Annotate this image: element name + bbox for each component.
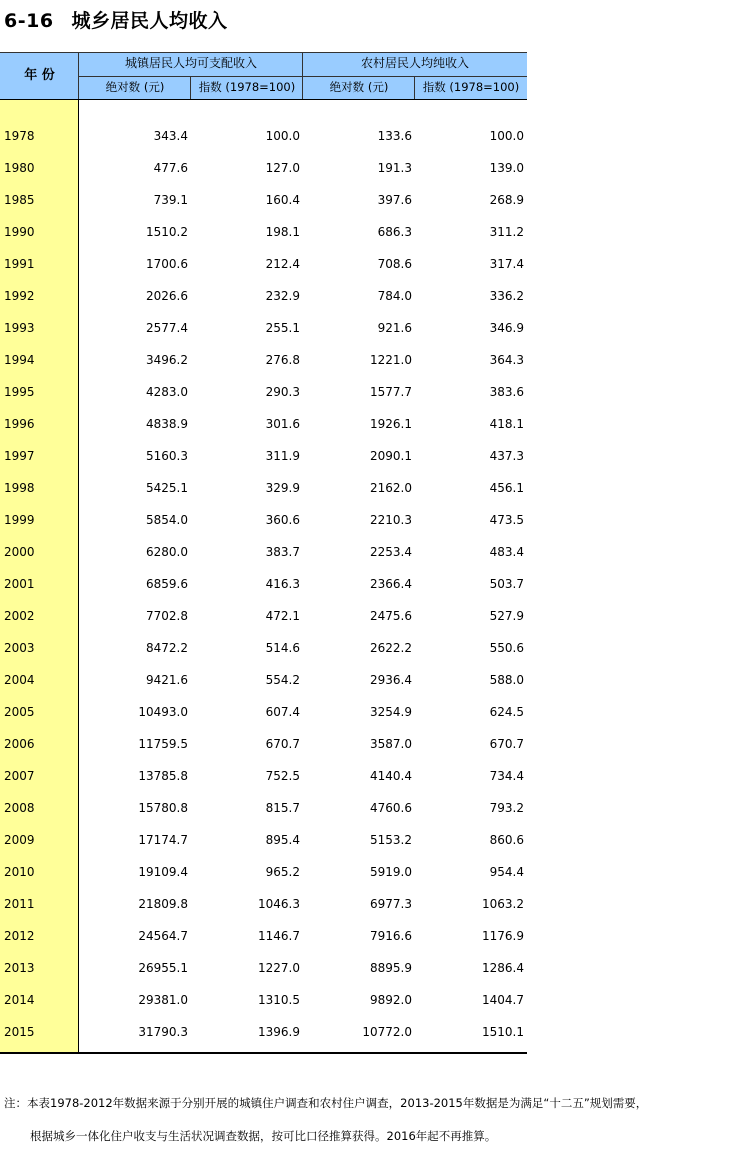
rural-index-cell: 346.9 bbox=[489, 321, 524, 335]
urban-absolute-cell: 24564.7 bbox=[138, 929, 188, 943]
urban-absolute-cell: 13785.8 bbox=[138, 769, 188, 783]
rural-group-header: 农村居民人均纯收入 bbox=[360, 56, 469, 70]
table-row bbox=[0, 120, 527, 152]
urban-absolute-cell: 739.1 bbox=[153, 193, 188, 207]
rural-index-cell: 527.9 bbox=[489, 609, 524, 623]
urban-index-cell: 472.1 bbox=[265, 609, 300, 623]
year-cell: 1978 bbox=[4, 129, 35, 143]
table-row bbox=[0, 664, 527, 696]
rural-absolute-cell: 5919.0 bbox=[370, 865, 412, 879]
rural-index-cell: 336.2 bbox=[489, 289, 524, 303]
year-cell: 2006 bbox=[4, 737, 35, 751]
urban-absolute-cell: 1700.6 bbox=[146, 257, 188, 271]
year-cell: 1991 bbox=[4, 257, 35, 271]
rural-index-cell: 1404.7 bbox=[482, 993, 524, 1007]
table-title bbox=[4, 6, 228, 33]
rural-absolute-cell: 8895.9 bbox=[370, 961, 412, 975]
urban-index-cell: 100.0 bbox=[265, 129, 300, 143]
rural-index-cell: 734.4 bbox=[489, 769, 524, 783]
footnote-line-1: 注：本表1978-2012年数据来源于分别开展的城镇住户调查和农村住户调查，2013-2015年数据是为满足“十二五”规划需要， bbox=[4, 1096, 648, 1110]
urban-index-cell: 329.9 bbox=[265, 481, 300, 495]
table-row bbox=[0, 408, 527, 440]
table-row bbox=[0, 344, 527, 376]
year-cell: 1992 bbox=[4, 289, 35, 303]
table-bottom-rule bbox=[0, 1052, 527, 1054]
rural-absolute-cell: 2210.3 bbox=[370, 513, 412, 527]
rural-absolute-cell: 2090.1 bbox=[370, 449, 412, 463]
rural-index-cell: 100.0 bbox=[489, 129, 524, 143]
urban-absolute-cell: 2026.6 bbox=[146, 289, 188, 303]
urban-group-header: 城镇居民人均可支配收入 bbox=[124, 56, 257, 70]
table-row bbox=[0, 152, 527, 184]
year-cell: 2009 bbox=[4, 833, 35, 847]
urban-index-cell: 554.2 bbox=[265, 673, 300, 687]
rural-absolute-cell: 1577.7 bbox=[370, 385, 412, 399]
urban-index-header: 指数 (1978=100) bbox=[198, 80, 296, 94]
table-row bbox=[0, 888, 527, 920]
urban-absolute-cell: 11759.5 bbox=[138, 737, 188, 751]
urban-absolute-cell: 6280.0 bbox=[146, 545, 188, 559]
urban-absolute-cell: 29381.0 bbox=[138, 993, 188, 1007]
urban-index-cell: 290.3 bbox=[265, 385, 300, 399]
year-cell: 2014 bbox=[4, 993, 35, 1007]
rural-absolute-cell: 3587.0 bbox=[370, 737, 412, 751]
table-row bbox=[0, 472, 527, 504]
income-table bbox=[0, 52, 527, 1054]
rural-index-cell: 793.2 bbox=[489, 801, 524, 815]
table-row bbox=[0, 632, 527, 664]
footnote-line-2: 根据城乡一体化住户收支与生活状况调查数据，按可比口径推算获得。2016年起不再推算。 bbox=[30, 1129, 497, 1143]
urban-index-cell: 1396.9 bbox=[258, 1025, 300, 1039]
urban-index-cell: 670.7 bbox=[265, 737, 300, 751]
rural-absolute-cell: 7916.6 bbox=[370, 929, 412, 943]
year-cell: 1990 bbox=[4, 225, 35, 239]
table-row bbox=[0, 728, 527, 760]
table-row bbox=[0, 856, 527, 888]
urban-absolute-header: 绝对数 (元) bbox=[105, 80, 165, 94]
urban-absolute-cell: 5160.3 bbox=[146, 449, 188, 463]
table-row bbox=[0, 312, 527, 344]
urban-index-cell: 383.7 bbox=[265, 545, 300, 559]
table-row bbox=[0, 696, 527, 728]
header-divider bbox=[414, 76, 415, 100]
year-cell: 1985 bbox=[4, 193, 35, 207]
urban-index-cell: 127.0 bbox=[265, 161, 300, 175]
rural-index-cell: 954.4 bbox=[489, 865, 524, 879]
table-row bbox=[0, 504, 527, 536]
rural-absolute-cell: 4140.4 bbox=[370, 769, 412, 783]
rural-absolute-cell: 397.6 bbox=[377, 193, 412, 207]
rural-index-cell: 503.7 bbox=[489, 577, 524, 591]
urban-index-cell: 311.9 bbox=[265, 449, 300, 463]
urban-index-cell: 212.4 bbox=[265, 257, 300, 271]
year-cell: 2003 bbox=[4, 641, 35, 655]
table-row bbox=[0, 440, 527, 472]
table-row bbox=[0, 984, 527, 1016]
rural-index-cell: 588.0 bbox=[489, 673, 524, 687]
rural-index-cell: 1286.4 bbox=[482, 961, 524, 975]
table-row bbox=[0, 536, 527, 568]
year-cell: 2007 bbox=[4, 769, 35, 783]
header-top-rule bbox=[0, 52, 527, 53]
rural-index-cell: 456.1 bbox=[489, 481, 524, 495]
rural-absolute-cell: 4760.6 bbox=[370, 801, 412, 815]
rural-index-cell: 624.5 bbox=[489, 705, 524, 719]
urban-index-cell: 752.5 bbox=[265, 769, 300, 783]
rural-index-header: 指数 (1978=100) bbox=[422, 80, 520, 94]
urban-index-cell: 514.6 bbox=[265, 641, 300, 655]
rural-absolute-cell: 921.6 bbox=[377, 321, 412, 335]
rural-absolute-cell: 1926.1 bbox=[370, 417, 412, 431]
rural-absolute-header: 绝对数 (元) bbox=[329, 80, 389, 94]
year-cell: 2008 bbox=[4, 801, 35, 815]
year-cell: 1998 bbox=[4, 481, 35, 495]
rural-index-cell: 364.3 bbox=[489, 353, 524, 367]
rural-absolute-cell: 6977.3 bbox=[370, 897, 412, 911]
rural-absolute-cell: 784.0 bbox=[377, 289, 412, 303]
rural-absolute-cell: 9892.0 bbox=[370, 993, 412, 1007]
urban-index-cell: 360.6 bbox=[265, 513, 300, 527]
year-column-header: 年 份 bbox=[24, 68, 55, 83]
year-cell: 2010 bbox=[4, 865, 35, 879]
rural-index-cell: 483.4 bbox=[489, 545, 524, 559]
table-row bbox=[0, 600, 527, 632]
rural-index-cell: 317.4 bbox=[489, 257, 524, 271]
urban-absolute-cell: 17174.7 bbox=[138, 833, 188, 847]
year-cell: 1996 bbox=[4, 417, 35, 431]
year-cell: 2001 bbox=[4, 577, 35, 591]
urban-index-cell: 815.7 bbox=[265, 801, 300, 815]
table-row bbox=[0, 952, 527, 984]
table-row bbox=[0, 824, 527, 856]
year-cell: 1997 bbox=[4, 449, 35, 463]
rural-index-cell: 383.6 bbox=[489, 385, 524, 399]
urban-absolute-cell: 343.4 bbox=[153, 129, 188, 143]
year-cell: 1993 bbox=[4, 321, 35, 335]
rural-index-cell: 1176.9 bbox=[482, 929, 524, 943]
table-row bbox=[0, 280, 527, 312]
table-number: 6-16 bbox=[4, 10, 54, 32]
urban-index-cell: 895.4 bbox=[265, 833, 300, 847]
table-row bbox=[0, 248, 527, 280]
table-row bbox=[0, 376, 527, 408]
rural-absolute-cell: 2162.0 bbox=[370, 481, 412, 495]
rural-absolute-cell: 686.3 bbox=[377, 225, 412, 239]
rural-absolute-cell: 1221.0 bbox=[370, 353, 412, 367]
urban-absolute-cell: 10493.0 bbox=[138, 705, 188, 719]
rural-absolute-cell: 5153.2 bbox=[370, 833, 412, 847]
header-divider bbox=[79, 76, 527, 77]
urban-absolute-cell: 26955.1 bbox=[138, 961, 188, 975]
rural-index-cell: 670.7 bbox=[489, 737, 524, 751]
urban-index-cell: 1227.0 bbox=[258, 961, 300, 975]
urban-absolute-cell: 4283.0 bbox=[146, 385, 188, 399]
table-row bbox=[0, 216, 527, 248]
rural-absolute-cell: 2936.4 bbox=[370, 673, 412, 687]
rural-absolute-cell: 2622.2 bbox=[370, 641, 412, 655]
rural-absolute-cell: 2475.6 bbox=[370, 609, 412, 623]
table-body bbox=[0, 100, 527, 1054]
rural-index-cell: 1063.2 bbox=[482, 897, 524, 911]
rural-index-cell: 437.3 bbox=[489, 449, 524, 463]
rural-index-cell: 473.5 bbox=[489, 513, 524, 527]
year-cell: 2002 bbox=[4, 609, 35, 623]
year-cell: 2005 bbox=[4, 705, 35, 719]
rural-absolute-cell: 10772.0 bbox=[362, 1025, 412, 1039]
year-cell: 1980 bbox=[4, 161, 35, 175]
urban-index-cell: 1046.3 bbox=[258, 897, 300, 911]
year-cell: 2000 bbox=[4, 545, 35, 559]
table-row bbox=[0, 1016, 527, 1048]
urban-absolute-cell: 2577.4 bbox=[146, 321, 188, 335]
table-row bbox=[0, 568, 527, 600]
rural-index-cell: 1510.1 bbox=[482, 1025, 524, 1039]
rural-absolute-cell: 3254.9 bbox=[370, 705, 412, 719]
urban-absolute-cell: 7702.8 bbox=[146, 609, 188, 623]
rural-absolute-cell: 191.3 bbox=[377, 161, 412, 175]
urban-index-cell: 255.1 bbox=[265, 321, 300, 335]
year-cell: 1999 bbox=[4, 513, 35, 527]
urban-index-cell: 607.4 bbox=[265, 705, 300, 719]
rural-absolute-cell: 133.6 bbox=[377, 129, 412, 143]
urban-index-cell: 965.2 bbox=[265, 865, 300, 879]
year-cell: 2011 bbox=[4, 897, 35, 911]
header-divider bbox=[190, 76, 191, 100]
year-cell: 2013 bbox=[4, 961, 35, 975]
table-row bbox=[0, 184, 527, 216]
urban-absolute-cell: 3496.2 bbox=[146, 353, 188, 367]
urban-absolute-cell: 477.6 bbox=[153, 161, 188, 175]
table-header bbox=[0, 52, 527, 100]
table-title-text: 城乡居民人均收入 bbox=[71, 10, 228, 32]
year-cell: 2004 bbox=[4, 673, 35, 687]
urban-index-cell: 301.6 bbox=[265, 417, 300, 431]
urban-index-cell: 198.1 bbox=[265, 225, 300, 239]
urban-index-cell: 276.8 bbox=[265, 353, 300, 367]
year-cell: 1994 bbox=[4, 353, 35, 367]
urban-absolute-cell: 8472.2 bbox=[146, 641, 188, 655]
urban-absolute-cell: 19109.4 bbox=[138, 865, 188, 879]
rural-index-cell: 418.1 bbox=[489, 417, 524, 431]
year-cell: 2012 bbox=[4, 929, 35, 943]
rural-index-cell: 268.9 bbox=[489, 193, 524, 207]
urban-absolute-cell: 15780.8 bbox=[138, 801, 188, 815]
urban-absolute-cell: 5425.1 bbox=[146, 481, 188, 495]
table-row bbox=[0, 920, 527, 952]
urban-absolute-cell: 21809.8 bbox=[138, 897, 188, 911]
urban-index-cell: 1146.7 bbox=[258, 929, 300, 943]
urban-absolute-cell: 9421.6 bbox=[146, 673, 188, 687]
urban-index-cell: 416.3 bbox=[265, 577, 300, 591]
rural-index-cell: 550.6 bbox=[489, 641, 524, 655]
urban-absolute-cell: 31790.3 bbox=[138, 1025, 188, 1039]
urban-index-cell: 1310.5 bbox=[258, 993, 300, 1007]
table-row bbox=[0, 760, 527, 792]
year-cell: 1995 bbox=[4, 385, 35, 399]
rural-index-cell: 139.0 bbox=[489, 161, 524, 175]
urban-index-cell: 232.9 bbox=[265, 289, 300, 303]
rural-absolute-cell: 708.6 bbox=[377, 257, 412, 271]
rural-index-cell: 311.2 bbox=[489, 225, 524, 239]
urban-absolute-cell: 6859.6 bbox=[146, 577, 188, 591]
urban-absolute-cell: 4838.9 bbox=[146, 417, 188, 431]
year-cell: 2015 bbox=[4, 1025, 35, 1039]
urban-index-cell: 160.4 bbox=[265, 193, 300, 207]
table-row bbox=[0, 792, 527, 824]
rural-index-cell: 860.6 bbox=[489, 833, 524, 847]
rural-absolute-cell: 2366.4 bbox=[370, 577, 412, 591]
urban-absolute-cell: 5854.0 bbox=[146, 513, 188, 527]
urban-absolute-cell: 1510.2 bbox=[146, 225, 188, 239]
rural-absolute-cell: 2253.4 bbox=[370, 545, 412, 559]
